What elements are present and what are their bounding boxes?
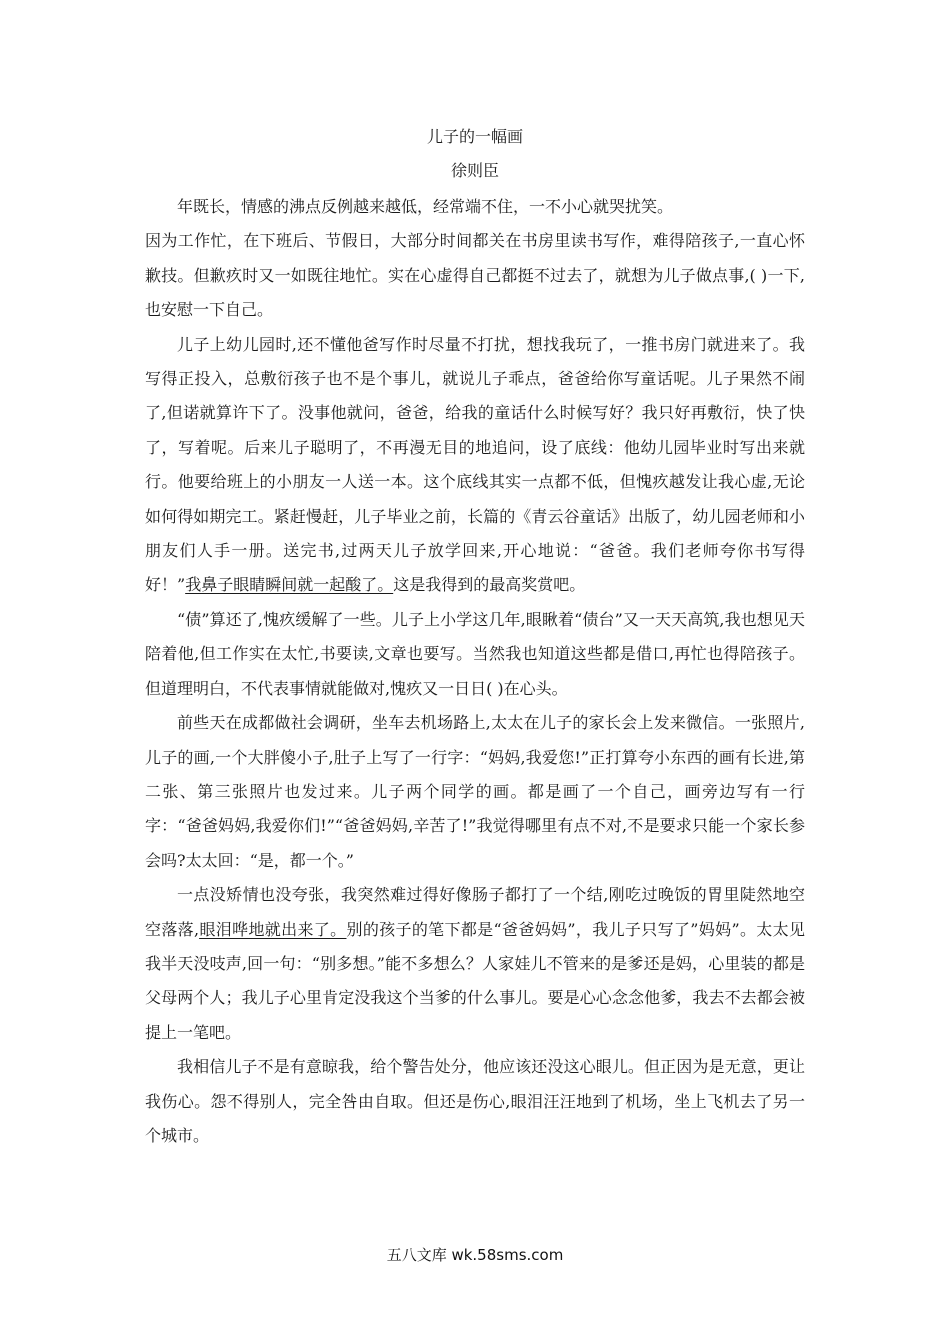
article-title: 儿子的一幅画 (426, 127, 523, 146)
paragraph-text: 因为工作忙，在下班后、节假日，大部分时间都关在书房里读书写作，难得陪孩子,一直心怀歉技。但歉疚时又一如既往地忙。实在心虚得自己都挺不过去了，就想为儿子做点事,( )一下,也安慰一下自己。 (145, 231, 805, 320)
paragraph-text: 前些天在成都做社会调研，坐车去机场路上,太太在儿子的家长会上发来微信。一张照片,儿子的画,一个大胖傻小子,肚子上写了一行字：“妈妈,我爱您!”正打算夸小东西的画有长进,第二张、第三张照片也发过来。儿子两个同学的画。都是画了一个自己，画旁边写有一行字：“爸爸妈妈,我爱你们!”“爸爸妈妈,辛苦了!”我觉得哪里有点不对,不是要求只能一个家长参会吗?太太回：“是，都一个。” (145, 713, 805, 870)
paragraph-text: “债”算还了,愧疚缓解了一些。儿子上小学这几年,眼瞅着“债台”又一天天高筑,我也想见天陪着他,但工作实在太忙,书要读,文章也要写。当然我也知道这些都是借口,再忙也得陪孩子。但道理明白，不代表事情就能做对,愧疚又一日日( )在心头。 (145, 609, 805, 698)
paragraph-text: 年既长，情感的沸点反例越来越低，经常端不住，一不小心就哭扰笑。 (177, 197, 674, 216)
paragraph-5 (145, 706, 805, 878)
paragraph-4 (145, 603, 805, 706)
paragraph-text: 这是我得到的最高奖赏吧。 (393, 575, 586, 595)
article-author: 徐则臣 (450, 161, 499, 180)
paragraph-text: 我相信儿子不是有意晾我，给个警告处分，他应该还没这心眼儿。但正因为是无意，更让我伤心。怨不得别人，完全咎由自取。但还是伤心,眼泪汪汪地到了机场，坐上飞机去了另一个城市。 (145, 1057, 805, 1145)
paragraph-text: 别的孩子的笔下都是“爸爸妈妈”，我儿子只写了”妈妈”。太太见我半天没吱声,回一句：“别多想。”能不多想么？人家娃儿不管来的是爹还是妈，心里装的都是父母两个人；我儿子心里肯定没我这个当爹的什么事儿。要是心心念念他爹，我去不去都会被提上一笔吧。 (145, 919, 805, 1042)
paragraph-1 (145, 190, 805, 224)
underlined-sentence: 我鼻子眼睛瞬间就一起酸了。 (185, 575, 394, 595)
paragraph-text: 一点没矫情也没夸张，我突然难过得好像肠子都打了一个结,刚吃过晚饭的胃里陡然地空空落落, (145, 885, 805, 939)
page-footer: 五八文库 wk.58sms.com (386, 1246, 564, 1264)
paragraph-text: 儿子上幼儿园时,还不懂他爸写作时尽量不打扰，想找我玩了，一推书房门就进来了。我写得正投入，总敷衍孩子也不是个事儿，就说儿子乖点，爸爸给你写童话呢。儿子果然不闹了,但诺就算许下了。没事他就问，爸爸，给我的童话什么时候写好？我只好再敷衍，快了快了，写着呢。后来儿子聪明了，不再漫无目的地追问，设了底线：他幼儿园毕业时写出来就行。他要给班上的小朋友一人送一本。这个底线其实一点都不低，但愧疚越发让我心虚,无论如何得如期完工。紧赶慢赶，儿子毕业之前，长篇的《青云谷童话》出版了，幼儿园老师和小朋友们人手一册。送完书,过两天儿子放学回来,开心地说：“爸爸。我们老师夸你书写得好！” (145, 334, 805, 595)
paragraph-2 (145, 224, 805, 327)
underlined-sentence: 眼泪哗地就出来了。 (199, 919, 347, 939)
paragraph-7 (145, 1050, 805, 1153)
paragraph-6 (145, 878, 805, 1050)
article-body (145, 190, 805, 1153)
paragraph-3 (145, 328, 805, 603)
